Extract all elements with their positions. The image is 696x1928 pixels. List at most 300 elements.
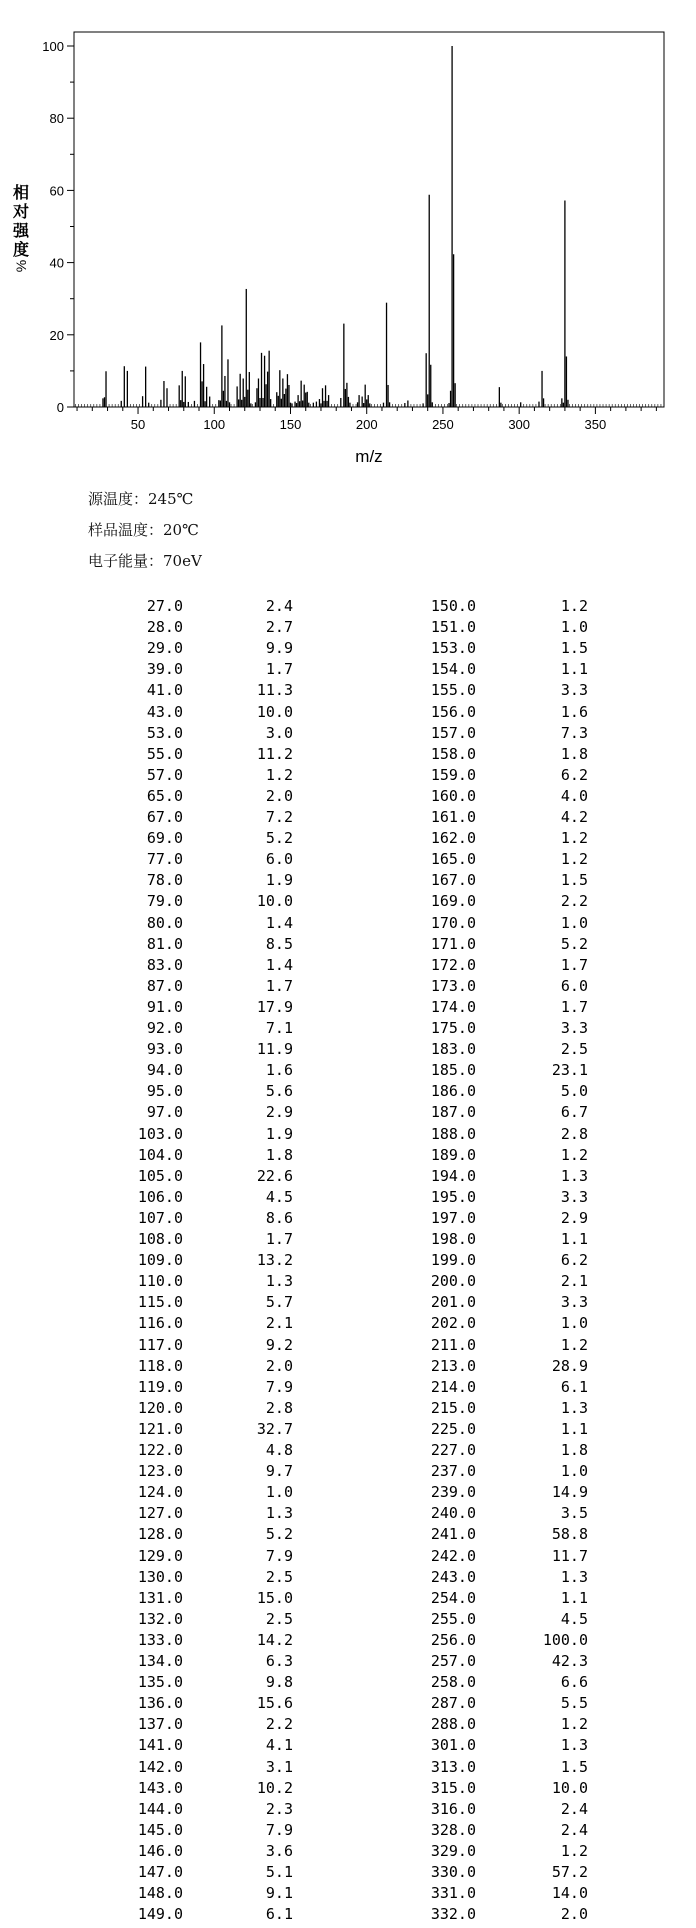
table-row-right — [0, 1081, 696, 1102]
mz-value: 161.0 — [430, 808, 476, 826]
intensity-value: 2.4 — [560, 1820, 588, 1839]
mz-value: 135.0 — [137, 1673, 183, 1692]
intensity-value: 11.2 — [256, 744, 293, 763]
mz-value: 145.0 — [137, 1820, 183, 1839]
table-row-right — [0, 1503, 696, 1524]
mz-value: 197.0 — [430, 1208, 476, 1227]
table-row-right — [0, 638, 696, 659]
intensity-value: 100.0 — [542, 1630, 588, 1649]
x-axis-ticks — [76, 404, 664, 432]
table-row-right — [0, 1693, 696, 1714]
mz-value: 141.0 — [137, 1736, 183, 1755]
x-tick-label: 350 — [584, 417, 607, 432]
mz-value: 214.0 — [430, 1377, 476, 1396]
mz-value: 83.0 — [146, 955, 183, 974]
x-tick-label: 100 — [203, 417, 226, 432]
intensity-value: 5.2 — [560, 934, 588, 953]
intensity-value: 2.8 — [265, 1398, 293, 1417]
intensity-value: 1.6 — [265, 1061, 293, 1080]
intensity-value: 1.3 — [560, 1736, 588, 1755]
mz-value: 115.0 — [137, 1293, 183, 1312]
mz-value: 315.0 — [430, 1778, 476, 1797]
mz-value: 183.0 — [430, 1040, 476, 1059]
mz-value: 162.0 — [430, 829, 476, 848]
mz-value: 165.0 — [430, 850, 476, 869]
mz-value: 288.0 — [430, 1715, 476, 1734]
mz-value: 175.0 — [430, 1019, 476, 1037]
mz-value: 328.0 — [430, 1820, 476, 1839]
mz-value: 142.0 — [137, 1757, 183, 1776]
table-row-right — [0, 1524, 696, 1545]
intensity-value: 7.9 — [265, 1820, 293, 1839]
table-row-right — [0, 680, 696, 701]
mz-value: 136.0 — [137, 1694, 183, 1713]
mz-value: 131.0 — [137, 1588, 183, 1607]
table-row-right — [0, 1271, 696, 1292]
table-row-right — [0, 786, 696, 807]
table-row-right — [0, 1820, 696, 1841]
intensity-value: 1.8 — [560, 744, 588, 763]
mz-value: 153.0 — [430, 639, 476, 658]
intensity-value: 1.4 — [265, 913, 293, 932]
intensity-value: 42.3 — [551, 1652, 588, 1670]
mz-value: 172.0 — [430, 955, 476, 974]
mz-value: 169.0 — [430, 892, 476, 911]
intensity-value: 9.2 — [265, 1335, 293, 1354]
intensity-value: 1.2 — [560, 1715, 588, 1734]
mz-value: 121.0 — [137, 1419, 183, 1438]
intensity-value: 1.3 — [560, 1166, 588, 1185]
table-row-right — [0, 617, 696, 638]
intensity-value: 4.8 — [265, 1441, 293, 1459]
mz-value: 156.0 — [430, 702, 476, 721]
intensity-value: 1.2 — [560, 829, 588, 848]
intensity-value: 2.2 — [265, 1715, 293, 1734]
intensity-value: 2.0 — [560, 1905, 588, 1924]
intensity-value: 2.5 — [560, 1040, 588, 1059]
intensity-value: 1.2 — [265, 765, 293, 784]
mz-value: 69.0 — [146, 829, 183, 848]
table-row-right — [0, 1335, 696, 1356]
intensity-value: 9.8 — [265, 1673, 293, 1692]
intensity-value: 5.7 — [265, 1293, 293, 1312]
mz-value: 187.0 — [430, 1103, 476, 1122]
mz-value: 80.0 — [146, 913, 183, 932]
mz-value: 43.0 — [146, 702, 183, 721]
mz-value: 155.0 — [430, 681, 476, 700]
y-axis-label-char: 强 — [12, 221, 30, 240]
table-row-right — [0, 1250, 696, 1271]
table-row-right — [0, 976, 696, 997]
table-row-right — [0, 1060, 696, 1081]
mz-value: 79.0 — [146, 892, 183, 911]
table-row-right — [0, 1208, 696, 1229]
table-row-right — [0, 1145, 696, 1166]
x-tick-label: 50 — [130, 417, 146, 432]
mz-value: 258.0 — [430, 1673, 476, 1692]
intensity-value: 6.7 — [560, 1103, 588, 1122]
mz-value: 213.0 — [430, 1356, 476, 1375]
mz-value: 186.0 — [430, 1082, 476, 1101]
intensity-value: 3.1 — [265, 1757, 293, 1776]
intensity-value: 2.5 — [265, 1567, 293, 1586]
x-tick-label: 300 — [508, 417, 531, 432]
mz-value: 103.0 — [137, 1124, 183, 1143]
table-row-right — [0, 1039, 696, 1060]
mz-value: 81.0 — [146, 934, 183, 953]
intensity-value: 1.0 — [560, 913, 588, 932]
mz-value: 215.0 — [430, 1398, 476, 1417]
intensity-value: 4.5 — [265, 1187, 293, 1206]
sample-temperature-label: 样品温度： — [88, 521, 164, 539]
table-row-right — [0, 1862, 696, 1883]
table-row-right — [0, 744, 696, 765]
intensity-value: 2.5 — [265, 1609, 293, 1628]
intensity-value: 1.4 — [265, 955, 293, 974]
table-row-right — [0, 596, 696, 617]
intensity-value: 1.5 — [560, 1757, 588, 1776]
spectrum-peaks — [103, 46, 568, 407]
mz-value: 195.0 — [430, 1187, 476, 1206]
mz-value: 29.0 — [146, 639, 183, 658]
intensity-value: 15.6 — [256, 1694, 293, 1713]
mz-value: 200.0 — [430, 1272, 476, 1291]
mz-value: 167.0 — [430, 871, 476, 890]
intensity-value: 2.1 — [560, 1272, 588, 1291]
mz-value: 41.0 — [146, 681, 183, 700]
intensity-value: 6.0 — [560, 976, 588, 995]
table-row-right — [0, 1672, 696, 1693]
intensity-value: 7.1 — [265, 1019, 293, 1037]
intensity-value: 1.7 — [560, 955, 588, 974]
y-axis-label-char: 度 — [12, 240, 30, 259]
intensity-value: 6.6 — [560, 1673, 588, 1692]
mz-value: 173.0 — [430, 976, 476, 995]
intensity-value: 4.5 — [560, 1609, 588, 1628]
mz-value: 240.0 — [430, 1504, 476, 1523]
y-axis-label — [12, 183, 30, 272]
mz-value: 255.0 — [430, 1609, 476, 1628]
intensity-value: 1.0 — [265, 1483, 293, 1502]
x-axis-label: m/z — [355, 447, 383, 466]
intensity-value: 1.7 — [560, 997, 588, 1016]
table-row-right — [0, 765, 696, 786]
mz-value: 105.0 — [137, 1166, 183, 1185]
mz-value: 133.0 — [137, 1630, 183, 1649]
table-row-right — [0, 723, 696, 744]
mz-value: 65.0 — [146, 786, 183, 805]
intensity-value: 14.9 — [551, 1483, 588, 1502]
mz-value: 87.0 — [146, 976, 183, 995]
mz-value: 146.0 — [137, 1841, 183, 1860]
intensity-value: 2.9 — [265, 1103, 293, 1122]
intensity-value: 9.7 — [265, 1462, 293, 1481]
intensity-value: 8.5 — [265, 934, 293, 953]
intensity-value: 8.6 — [265, 1208, 293, 1227]
table-row-right — [0, 1292, 696, 1313]
intensity-value: 7.9 — [265, 1377, 293, 1396]
mz-value: 116.0 — [137, 1314, 183, 1333]
mz-value: 143.0 — [137, 1778, 183, 1797]
table-row-right — [0, 1883, 696, 1904]
y-tick-label: 20 — [49, 327, 64, 343]
mz-value: 160.0 — [430, 786, 476, 805]
mz-value: 95.0 — [146, 1082, 183, 1101]
intensity-value: 2.7 — [265, 618, 293, 637]
y-axis-label-char: 对 — [12, 202, 30, 221]
mz-value: 150.0 — [430, 597, 476, 615]
mz-value: 28.0 — [146, 618, 183, 637]
intensity-value: 32.7 — [256, 1419, 293, 1438]
mz-value: 57.0 — [146, 765, 183, 784]
y-tick-label: 60 — [49, 183, 64, 199]
table-row-right — [0, 1461, 696, 1482]
intensity-value: 14.0 — [551, 1884, 588, 1903]
x-tick-label: 250 — [432, 417, 454, 432]
intensity-value: 1.0 — [560, 1314, 588, 1333]
mz-value: 148.0 — [137, 1884, 183, 1903]
intensity-value: 2.9 — [560, 1208, 588, 1227]
table-row-right — [0, 807, 696, 828]
intensity-value: 1.7 — [265, 976, 293, 995]
mz-value: 27.0 — [146, 597, 183, 615]
mz-value: 332.0 — [430, 1905, 476, 1924]
intensity-value: 23.1 — [551, 1061, 588, 1080]
mz-value: 199.0 — [430, 1251, 476, 1270]
table-row-right — [0, 1398, 696, 1419]
table-row-right — [0, 1419, 696, 1440]
x-tick-label: 150 — [279, 417, 302, 432]
mz-value: 159.0 — [430, 765, 476, 784]
mz-value: 188.0 — [430, 1124, 476, 1143]
source-temperature-label: 源温度： — [88, 490, 149, 508]
intensity-value: 1.7 — [265, 660, 293, 679]
intensity-value: 9.1 — [265, 1884, 293, 1903]
table-row-right — [0, 1482, 696, 1503]
table-row-right — [0, 1440, 696, 1461]
mz-value: 53.0 — [146, 723, 183, 742]
source-temperature — [88, 488, 193, 509]
intensity-value: 1.0 — [560, 1462, 588, 1481]
y-axis-unit: % — [13, 259, 29, 273]
table-row-right — [0, 1313, 696, 1334]
mz-value: 144.0 — [137, 1799, 183, 1818]
intensity-value: 2.4 — [560, 1799, 588, 1818]
intensity-value: 5.1 — [265, 1863, 293, 1881]
intensity-value: 1.3 — [560, 1398, 588, 1417]
mz-value: 128.0 — [137, 1525, 183, 1544]
intensity-value: 22.6 — [256, 1166, 293, 1185]
mz-value: 171.0 — [430, 934, 476, 953]
intensity-value: 3.6 — [265, 1841, 293, 1860]
intensity-value: 5.5 — [560, 1694, 588, 1713]
mz-value: 242.0 — [430, 1546, 476, 1565]
intensity-value: 5.2 — [265, 1525, 293, 1544]
intensity-value: 4.2 — [560, 808, 588, 826]
intensity-value: 1.5 — [560, 871, 588, 890]
mz-value: 77.0 — [146, 850, 183, 869]
electron-energy — [88, 550, 202, 571]
intensity-value: 11.7 — [551, 1546, 588, 1565]
intensity-value: 7.2 — [265, 808, 293, 826]
table-row-right — [0, 1187, 696, 1208]
intensity-value: 58.8 — [551, 1525, 588, 1544]
mz-value: 122.0 — [137, 1441, 183, 1459]
mz-value: 185.0 — [430, 1061, 476, 1080]
table-row-right — [0, 1588, 696, 1609]
table-row-right — [0, 1356, 696, 1377]
mz-value: 198.0 — [430, 1230, 476, 1248]
y-axis-label-char: 相 — [12, 183, 30, 202]
intensity-value: 57.2 — [551, 1863, 588, 1881]
mass-spectrum-chart — [0, 0, 696, 470]
x-tick-label: 200 — [355, 417, 378, 432]
intensity-value: 1.1 — [560, 1230, 588, 1248]
plot-frame — [74, 32, 664, 407]
intensity-value: 5.0 — [560, 1082, 588, 1101]
intensity-value: 1.2 — [560, 597, 588, 615]
mz-value: 316.0 — [430, 1799, 476, 1818]
intensity-value: 1.7 — [265, 1230, 293, 1248]
mz-value: 154.0 — [430, 660, 476, 679]
mz-value: 129.0 — [137, 1546, 183, 1565]
mz-value: 123.0 — [137, 1462, 183, 1481]
mz-value: 257.0 — [430, 1652, 476, 1670]
mz-value: 134.0 — [137, 1652, 183, 1670]
intensity-value: 2.0 — [265, 1356, 293, 1375]
table-row-right — [0, 1841, 696, 1862]
table-row-right — [0, 1651, 696, 1672]
intensity-value: 13.2 — [256, 1251, 293, 1270]
intensity-value: 11.3 — [256, 681, 293, 700]
sample-temperature-value: 20℃ — [163, 521, 199, 539]
mz-value: 119.0 — [137, 1377, 183, 1396]
table-row-right — [0, 997, 696, 1018]
mz-value: 39.0 — [146, 660, 183, 679]
table-row-right — [0, 1124, 696, 1145]
intensity-value: 9.9 — [265, 639, 293, 658]
intensity-value: 4.1 — [265, 1736, 293, 1755]
intensity-value: 1.0 — [560, 618, 588, 637]
mz-value: 174.0 — [430, 997, 476, 1016]
intensity-value: 7.3 — [560, 723, 588, 742]
intensity-value: 2.3 — [265, 1799, 293, 1818]
table-row-right — [0, 955, 696, 976]
mz-value: 227.0 — [430, 1441, 476, 1459]
table-row-right — [0, 891, 696, 912]
intensity-value: 3.5 — [560, 1504, 588, 1523]
intensity-value: 1.5 — [560, 639, 588, 658]
table-row-right — [0, 849, 696, 870]
mz-value: 67.0 — [146, 808, 183, 826]
intensity-value: 5.6 — [265, 1082, 293, 1101]
table-row-right — [0, 1799, 696, 1820]
mz-value: 243.0 — [430, 1567, 476, 1586]
mz-value: 124.0 — [137, 1483, 183, 1502]
table-row-right — [0, 1018, 696, 1039]
mz-value: 194.0 — [430, 1166, 476, 1185]
mz-value: 127.0 — [137, 1504, 183, 1523]
table-row-right — [0, 1630, 696, 1651]
mz-value: 170.0 — [430, 913, 476, 932]
mz-value: 329.0 — [430, 1841, 476, 1860]
mz-value: 118.0 — [137, 1356, 183, 1375]
mz-value: 151.0 — [430, 618, 476, 637]
mz-value: 130.0 — [137, 1567, 183, 1586]
mz-value: 202.0 — [430, 1314, 476, 1333]
intensity-value: 10.2 — [256, 1778, 293, 1797]
table-row-right — [0, 1904, 696, 1925]
mz-value: 157.0 — [430, 723, 476, 742]
table-row-right — [0, 828, 696, 849]
table-row-right — [0, 870, 696, 891]
mz-value: 132.0 — [137, 1609, 183, 1628]
intensity-value: 6.3 — [265, 1652, 293, 1670]
mz-value: 109.0 — [137, 1251, 183, 1270]
mz-value: 106.0 — [137, 1187, 183, 1206]
electron-energy-label: 电子能量： — [88, 552, 164, 570]
table-row-right — [0, 934, 696, 955]
intensity-value: 28.9 — [551, 1356, 588, 1375]
mz-value: 55.0 — [146, 744, 183, 763]
table-row-right — [0, 659, 696, 680]
mz-value: 237.0 — [430, 1462, 476, 1481]
intensity-value: 1.1 — [560, 1419, 588, 1438]
mz-value: 301.0 — [430, 1736, 476, 1755]
intensity-value: 1.3 — [265, 1504, 293, 1523]
sample-temperature — [88, 519, 199, 540]
intensity-value: 14.2 — [256, 1630, 293, 1649]
table-row-right — [0, 1735, 696, 1756]
mz-value: 158.0 — [430, 744, 476, 763]
mz-value: 91.0 — [146, 997, 183, 1016]
mz-value: 78.0 — [146, 871, 183, 890]
mz-value: 189.0 — [430, 1145, 476, 1164]
table-row-right — [0, 1377, 696, 1398]
intensity-value: 1.2 — [560, 1841, 588, 1860]
intensity-value: 1.9 — [265, 871, 293, 890]
mz-value: 117.0 — [137, 1335, 183, 1354]
intensity-value: 1.6 — [560, 702, 588, 721]
intensity-value: 3.0 — [265, 723, 293, 742]
mz-value: 225.0 — [430, 1419, 476, 1438]
mz-value: 254.0 — [430, 1588, 476, 1607]
intensity-value: 1.2 — [560, 1335, 588, 1354]
intensity-value: 15.0 — [256, 1588, 293, 1607]
table-row-right — [0, 1778, 696, 1799]
intensity-value: 1.2 — [560, 850, 588, 869]
y-tick-label: 40 — [49, 255, 64, 271]
mz-value: 120.0 — [137, 1398, 183, 1417]
mz-value: 93.0 — [146, 1040, 183, 1059]
intensity-value: 5.2 — [265, 829, 293, 848]
intensity-value: 1.8 — [265, 1145, 293, 1164]
mz-value: 331.0 — [430, 1884, 476, 1903]
table-row-right — [0, 1609, 696, 1630]
table-row-right — [0, 1567, 696, 1588]
intensity-value: 1.3 — [560, 1567, 588, 1586]
intensity-value: 10.0 — [551, 1778, 588, 1797]
intensity-value: 1.3 — [265, 1272, 293, 1291]
intensity-value: 6.1 — [265, 1905, 293, 1924]
mz-value: 107.0 — [137, 1208, 183, 1227]
mz-value: 92.0 — [146, 1019, 183, 1037]
mz-value: 137.0 — [137, 1715, 183, 1734]
mz-value: 149.0 — [137, 1905, 183, 1924]
intensity-value: 6.1 — [560, 1377, 588, 1396]
intensity-value: 1.9 — [265, 1124, 293, 1143]
mz-value: 287.0 — [430, 1694, 476, 1713]
